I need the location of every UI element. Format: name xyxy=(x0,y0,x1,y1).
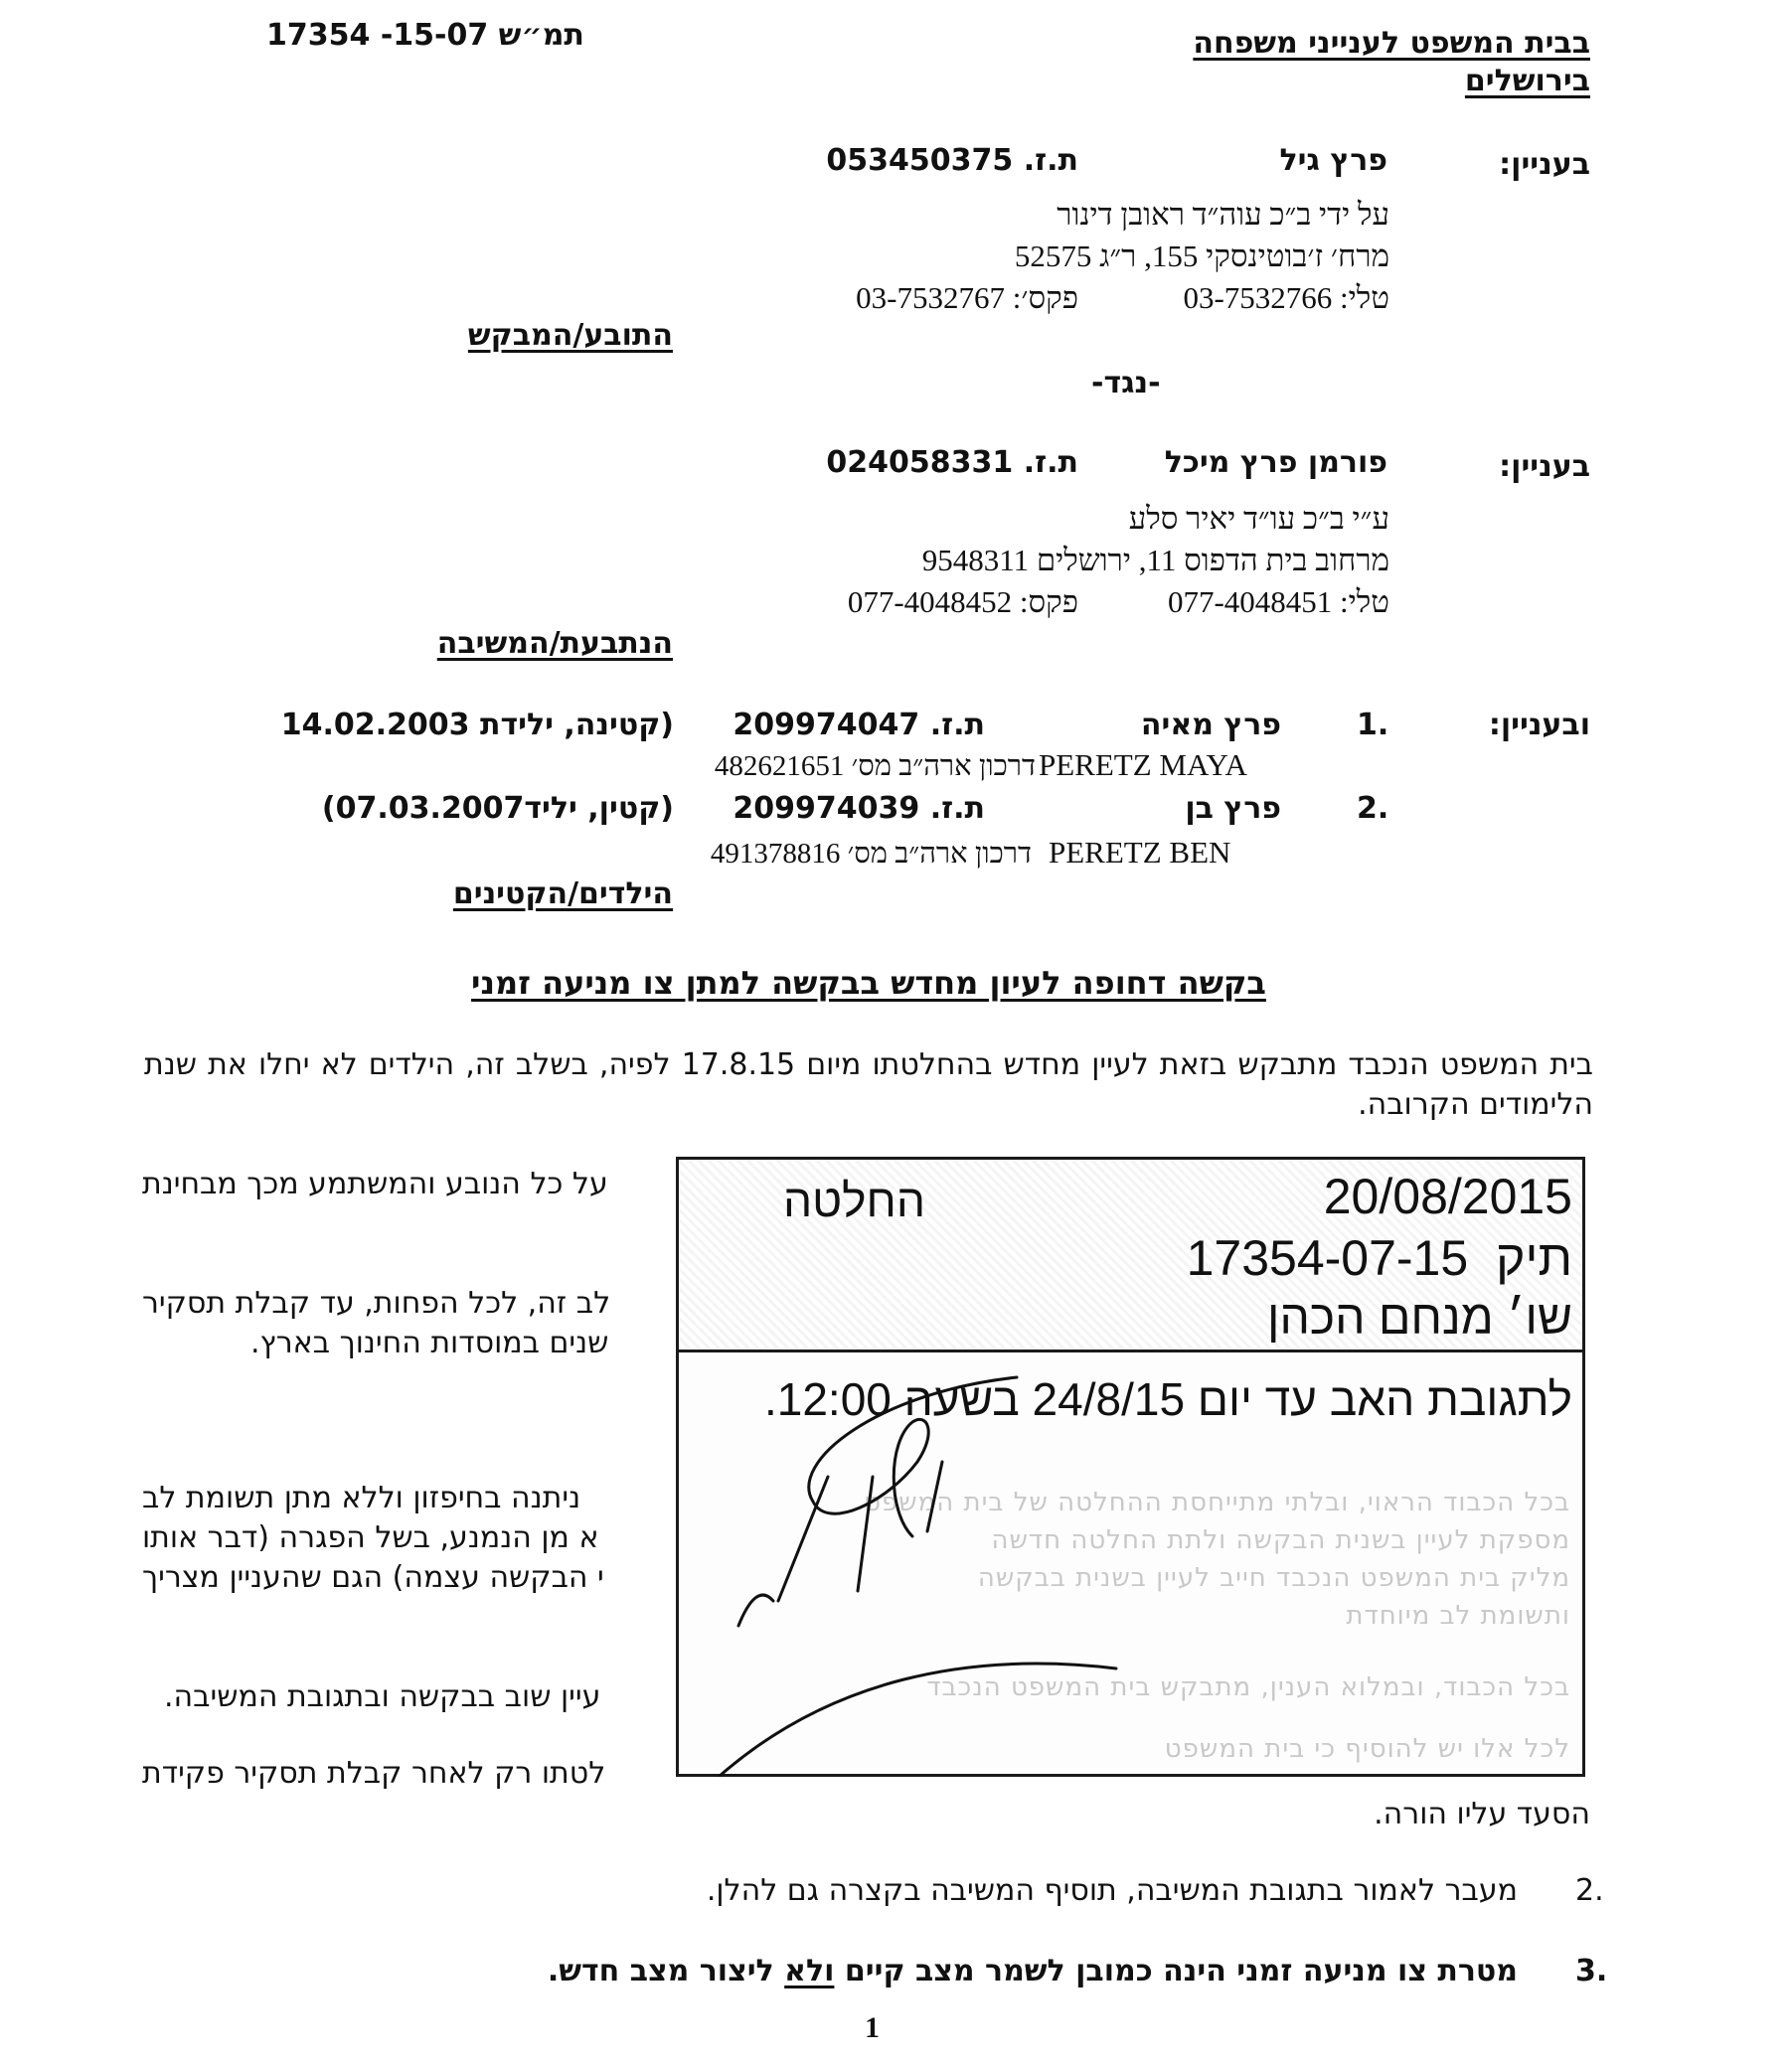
court-name-line2: בירושלים xyxy=(1464,64,1590,98)
respondent-fax: פקס: 077-4048452 xyxy=(847,584,1078,619)
case-number: תמ״ש 15-07- 17354 xyxy=(266,18,584,53)
stamp-header xyxy=(679,1160,1582,1352)
petitioner-role: התובע/המבקש xyxy=(467,318,673,353)
paragraph-fragment-1: על כל הנובע והמשתמע מכך מבחינת xyxy=(142,1167,608,1201)
child2-passport-name: PERETZ BEN xyxy=(1049,835,1231,870)
document-title: בקשה דחופה לעיון מחדש בבקשה למתן צו מניעה זמני xyxy=(471,964,1266,1002)
paragraph-fragment-3c: י הבקשה עצמה) הגם שהעניין מצריך xyxy=(142,1560,604,1595)
petitioner-id: ת.ז. 053450375 xyxy=(826,143,1078,178)
child2-passport: דרכון ארה״ב מס׳ 491378816 xyxy=(710,838,1032,870)
stamp-decision-text: לתגובת האב עד יום 24/8/15 בשעה 12:00. xyxy=(763,1373,1572,1425)
respondent-name: פורמן פרץ מיכל xyxy=(1164,445,1387,480)
item-3-number: 3. xyxy=(1575,1954,1608,1988)
stamp-date: 20/08/2015 xyxy=(1323,1169,1572,1224)
item-2-number: 2. xyxy=(1575,1873,1604,1908)
paragraph-fragment-2b: שנים במוסדות החינוך בארץ. xyxy=(250,1326,609,1360)
stamp-judge: שו׳ מנחם הכהן xyxy=(1267,1292,1572,1345)
child1-number: 1. xyxy=(1357,708,1389,742)
child1-name: פרץ מאיה xyxy=(1140,708,1281,742)
respondent-phone: טלי: 077-4048451 xyxy=(1167,584,1389,619)
children-role: הילדים/הקטינים xyxy=(452,876,673,911)
respondent-role: הנתבעת/המשיבה xyxy=(436,626,673,661)
petitioner-fax: פקס׳: 03-7532767 xyxy=(856,280,1078,315)
petitioner-name: פרץ גיל xyxy=(1279,143,1387,178)
item-3-text: מטרת צו מניעה זמני הינה כמובן לשמר מצב קיים ולא ליצור מצב חדש. xyxy=(547,1954,1518,1988)
child1-passport-name: PERETZ MAYA xyxy=(1039,747,1247,782)
stamp-file xyxy=(1187,1229,1572,1287)
petitioner-lawyer: על ידי ב״כ עוה״ד ראובן דינור xyxy=(1057,197,1389,232)
handwritten-signature xyxy=(679,1352,1585,1777)
paragraph-fragment-3a: ניתנה בחיפזון וללא מתן תשומת לב xyxy=(142,1481,581,1515)
child2-name: פרץ בן xyxy=(1185,791,1281,826)
paragraph-fragment-4: עיין שוב בבקשה ובתגובת המשיבה. xyxy=(164,1679,601,1714)
respondent-id: ת.ז. 024058331 xyxy=(826,445,1078,480)
stamp-file-number: 17354-07-15 xyxy=(1186,1230,1469,1286)
respondent-lawyer: ע״י ב״כ עו״ד יאיר סלע xyxy=(1128,501,1389,536)
children-prefix: ובעניין: xyxy=(1488,708,1590,742)
child1-passport: דרכון ארה״ב מס׳ 482621651 xyxy=(714,750,1036,782)
respondent-address: מרחוב בית הדפוס 11, ירושלים 9548311 xyxy=(921,543,1389,577)
stamp-faded-line-5: בכל הכבוד, ובמלוא הענין, מתבקש בית המשפט הנכבד xyxy=(926,1672,1570,1702)
paragraph-fragment-5a: לטתו רק לאחר קבלת תסקיר פקידת xyxy=(142,1756,606,1791)
petitioner-phone: טלי: 03-7532766 xyxy=(1183,280,1389,315)
child1-id: ת.ז. 209974047 xyxy=(733,708,985,742)
child1-status: (קטינה, ילידת 14.02.2003 xyxy=(280,708,674,742)
paragraph-fragment-2a: לב זה, לכל הפחות, עד קבלת תסקיר xyxy=(142,1286,611,1321)
court-decision-stamp xyxy=(676,1157,1585,1777)
paragraph-fragment-5b: הסעד עליו הורה. xyxy=(1374,1797,1590,1831)
child2-number: 2. xyxy=(1357,791,1389,826)
stamp-file-label: תיק xyxy=(1495,1230,1572,1286)
stamp-faded-line-1: בכל הכבוד הראוי, ובלתי מתייחסת ההחלטה של בית המשפט xyxy=(864,1488,1570,1517)
petitioner-address: מרח׳ ז׳בוטינסקי 155, ר״ג 52575 xyxy=(1014,238,1389,273)
stamp-faded-line-2: מספקת לעיין בשנית הבקשה ולתת החלטה חדשה xyxy=(991,1525,1570,1555)
petitioner-prefix: בעניין: xyxy=(1499,147,1590,182)
stamp-faded-line-6: לכל אלו יש להוסיף כי בית המשפט xyxy=(1164,1734,1570,1764)
stamp-faded-line-4: ותשומת לב מיוחדת xyxy=(1346,1601,1570,1631)
respondent-prefix: בעניין: xyxy=(1499,449,1590,484)
page-number: 1 xyxy=(865,2011,880,2044)
item-2-text: מעבר לאמור בתגובת המשיבה, תוסיף המשיבה בקצרה גם להלן. xyxy=(706,1873,1518,1908)
paragraph-fragment-3b: א מן הנמנע, בשל הפגרה (דבר אותו xyxy=(142,1520,599,1555)
court-name-line1: בבית המשפט לענייני משפחה xyxy=(1193,26,1590,61)
child2-status: (קטין, יליד07.03.2007) xyxy=(321,791,674,826)
stamp-label: החלטה xyxy=(783,1175,925,1226)
stamp-faded-line-3: מליק בית המשפט הנכבד חייב לעיין בשנית בבקשה xyxy=(977,1563,1570,1593)
child2-id: ת.ז. 209974039 xyxy=(733,791,985,826)
versus-label: -נגד- xyxy=(1091,366,1161,400)
intro-paragraph: בית המשפט הנכבד מתבקש בזאת לעיין מחדש בהחלטתו מיום 17.8.15 לפיה, בשלב זה, הילדים לא יחלו את שנת הלימודים הקרובה. xyxy=(144,1047,1593,1122)
